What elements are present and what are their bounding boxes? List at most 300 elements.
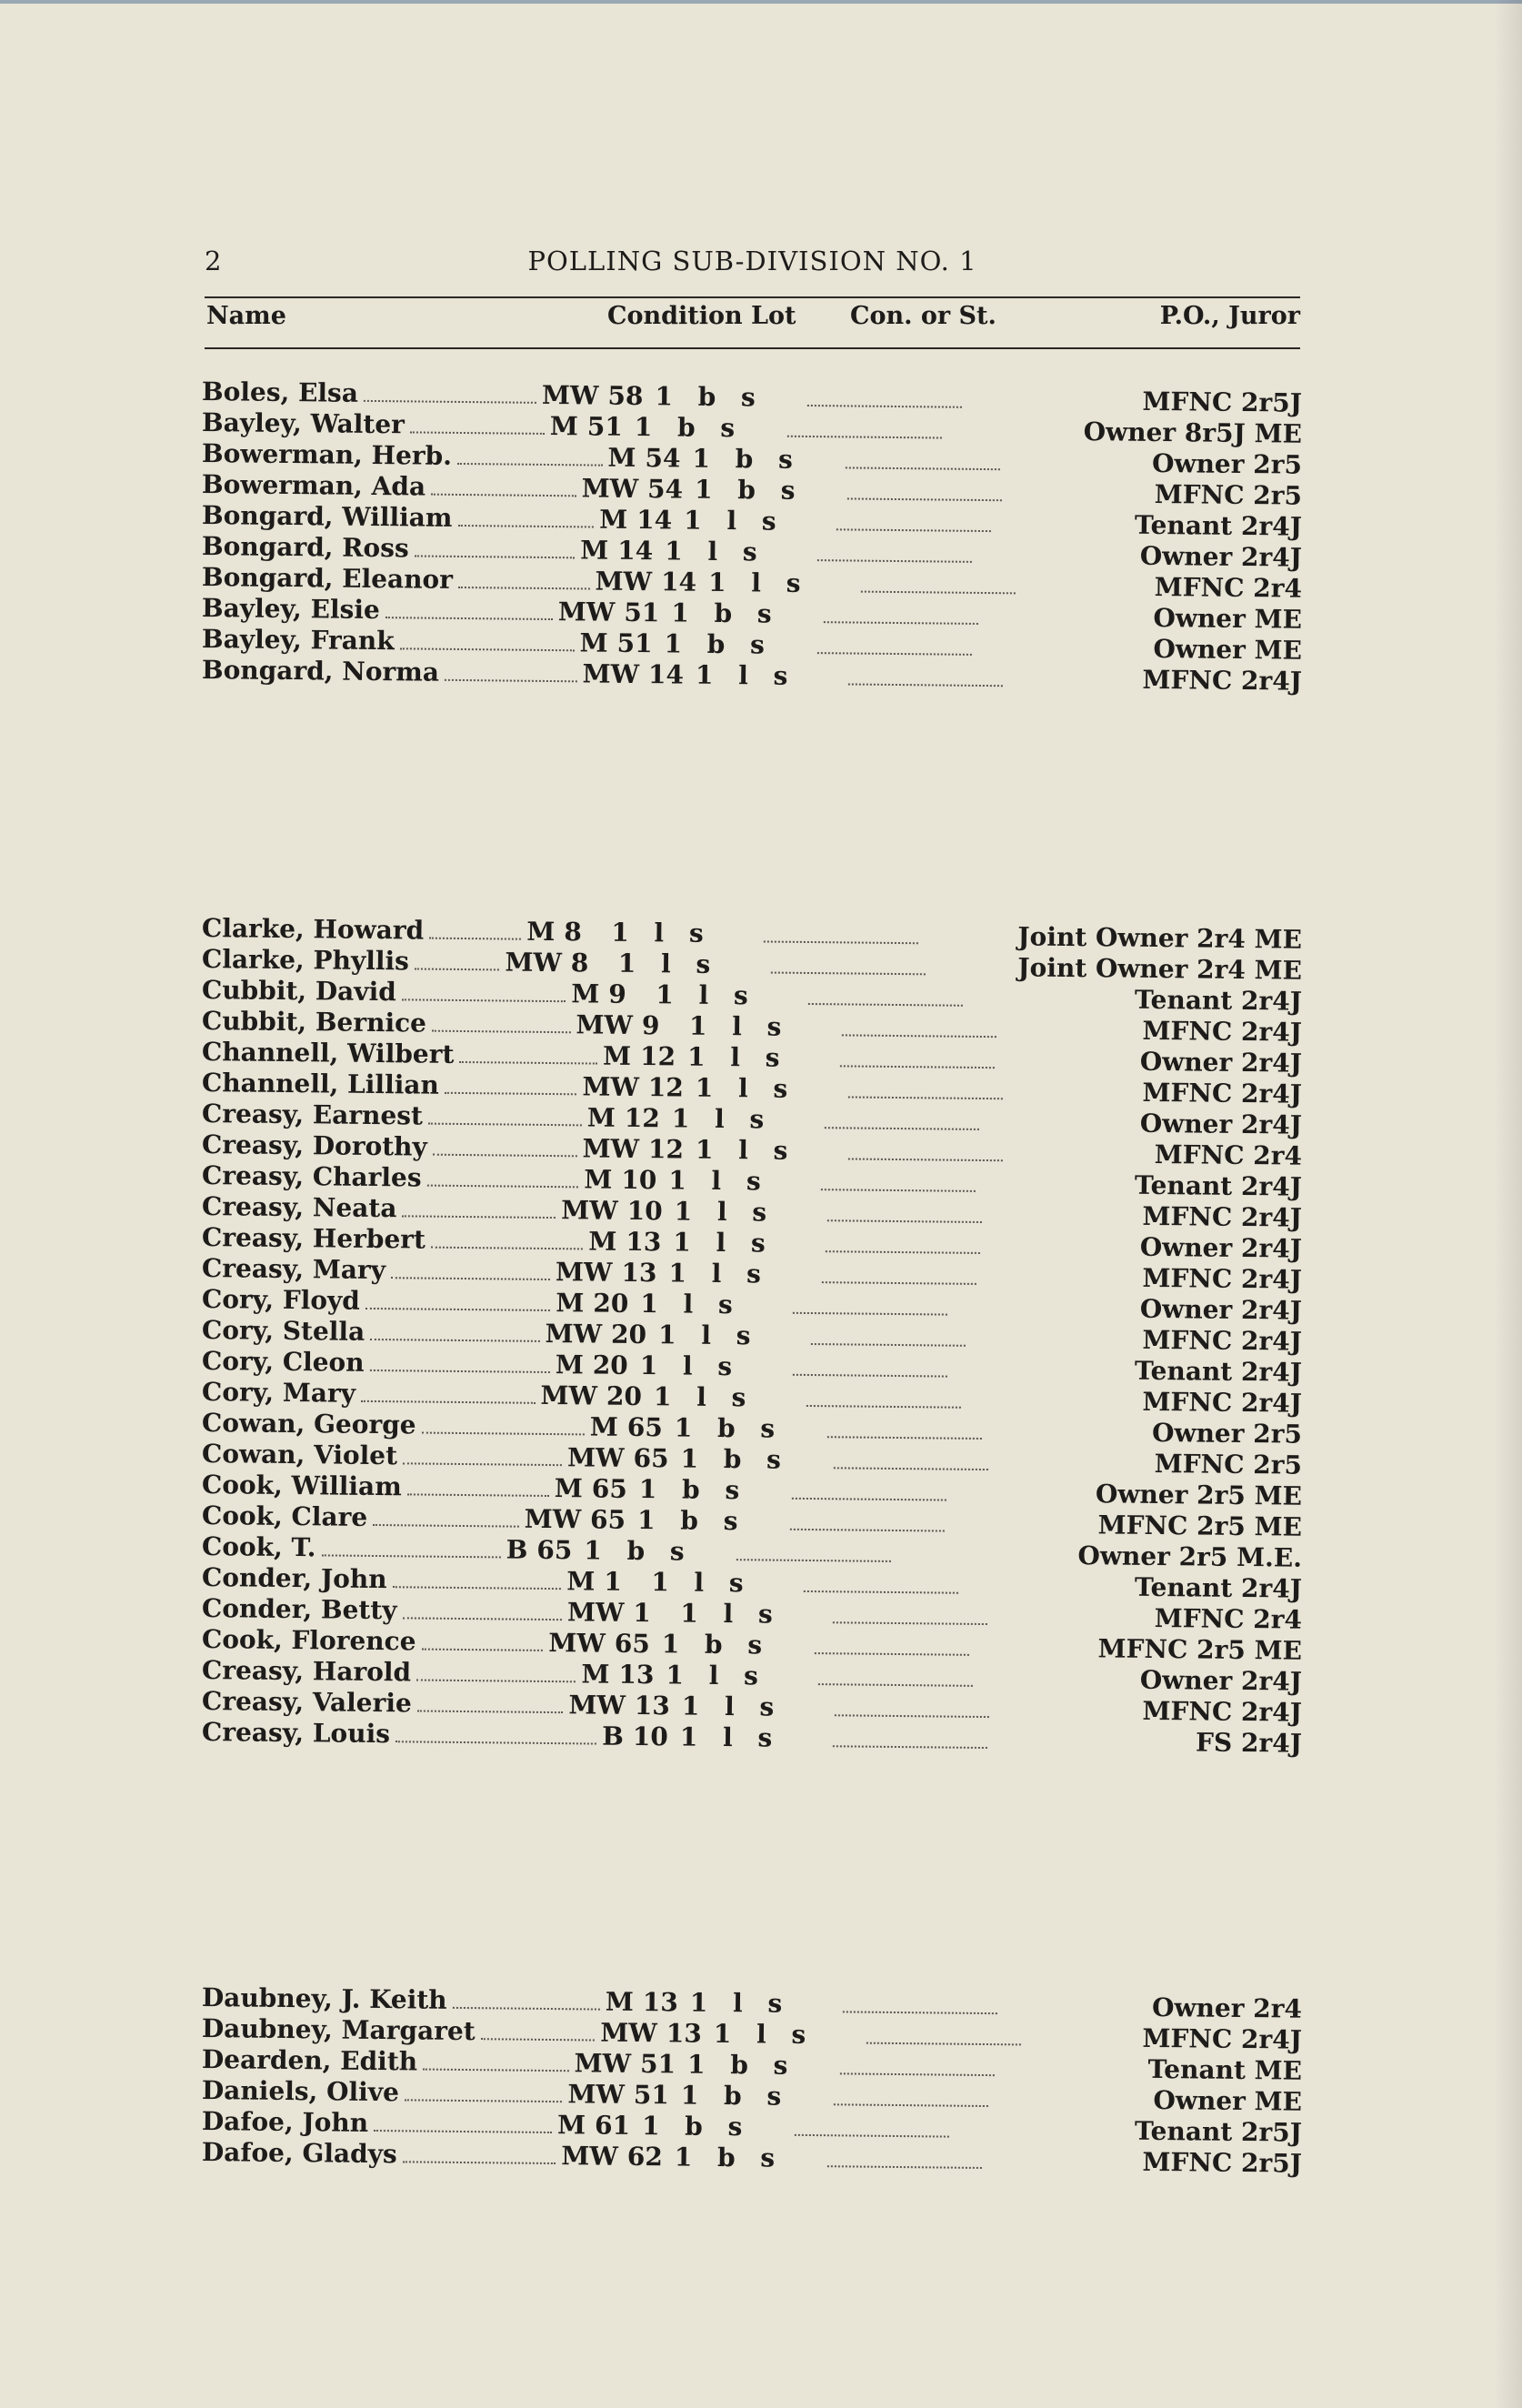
- voter-name: Bowerman, Ada: [201, 469, 426, 502]
- voter-condition: MW: [561, 1195, 618, 1226]
- voter-po-juror: Owner 2r4J: [1139, 1231, 1303, 1264]
- leader-dots: [415, 948, 500, 970]
- voter-po-juror: Owner 2r5: [1151, 1417, 1303, 1450]
- voter-lot: 20: [606, 1380, 643, 1412]
- voter-name: Boles, Elsa: [201, 376, 359, 408]
- voter-po-juror: Owner 2r4: [1151, 1992, 1303, 2024]
- voter-name: Bongard, Norma: [201, 655, 440, 687]
- voter-concession: 1 b s: [634, 411, 744, 444]
- voter-po-juror: FS 2r4J: [1195, 1727, 1303, 1759]
- voter-concession: 1 l s: [617, 948, 719, 979]
- voter-po-juror: Tenant 2r5J: [1134, 2115, 1303, 2148]
- leader-dots: [433, 1134, 577, 1158]
- voter-po-juror: MFNC 2r4J: [1142, 1262, 1303, 1295]
- voter-concession: 1 l s: [656, 979, 756, 1011]
- voter-po-juror: Owner 2r4J: [1139, 1293, 1303, 1326]
- leader-dots: [787, 416, 942, 439]
- voter-lot: 51: [624, 597, 660, 628]
- voter-po-juror: Tenant 2r4J: [1134, 1571, 1303, 1604]
- voter-condition: M: [556, 1288, 585, 1319]
- leader-dots: [764, 920, 918, 944]
- voter-name: Creasy, Charles: [201, 1160, 422, 1193]
- voter-concession: 1 l s: [657, 1319, 759, 1351]
- leader-dots: [848, 1076, 1003, 1099]
- leader-dots: [817, 539, 972, 563]
- voter-condition: MW: [600, 2017, 658, 2049]
- voter-po-juror: Tenant 2r4J: [1134, 1355, 1303, 1388]
- voter-condition: MW: [557, 597, 616, 627]
- voter-name: Conder, John: [201, 1562, 387, 1595]
- voter-name: Creasy, Dorothy: [201, 1129, 427, 1162]
- leader-dots: [815, 1632, 969, 1656]
- voter-lot: 13: [666, 2018, 702, 2049]
- voter-condition: MW: [548, 1627, 606, 1659]
- voter-condition: M: [588, 1226, 617, 1257]
- leader-dots: [795, 2114, 949, 2138]
- voter-concession: 1 b s: [671, 597, 780, 629]
- voter-condition: M: [566, 1566, 596, 1597]
- voter-name: Creasy, Louis: [201, 1717, 391, 1750]
- voter-concession: 1 l s: [653, 1381, 755, 1413]
- leader-dots: [827, 1199, 982, 1223]
- voter-condition: MW: [582, 1133, 640, 1165]
- voter-concession: 1 l s: [668, 1165, 769, 1197]
- leader-dots: [824, 601, 978, 625]
- voter-name: Daubney, J. Keith: [201, 1982, 447, 2015]
- voter-name: Cowan, George: [201, 1408, 416, 1440]
- voter-po-juror: MFNC 2r4J: [1142, 1324, 1303, 1357]
- voter-concession: 1 l s: [680, 1598, 781, 1630]
- leader-dots: [410, 411, 545, 435]
- voter-name: Bongard, Eleanor: [201, 562, 454, 595]
- voter-lot: 65: [536, 1534, 573, 1566]
- voter-concession: 1 b s: [638, 1474, 748, 1506]
- voter-concession: 1 l s: [651, 1567, 752, 1599]
- voter-po-juror: MFNC 2r5: [1154, 478, 1303, 511]
- voter-po-juror: MFNC 2r4: [1154, 1139, 1303, 1171]
- leader-dots: [834, 2083, 988, 2107]
- voter-lot: 51: [586, 411, 623, 442]
- voter-lot: 51: [633, 2079, 670, 2111]
- voter-lot: 14: [647, 659, 685, 690]
- voter-condition: MW: [566, 1597, 625, 1628]
- header-rule-top: [205, 296, 1300, 298]
- leader-dots: [400, 627, 575, 651]
- voter-name: Bongard, William: [201, 500, 453, 533]
- voter-lot: 12: [647, 1134, 685, 1165]
- voter-concession: 1 l s: [684, 505, 785, 537]
- voter-po-juror: Joint Owner 2r4 ME: [1017, 921, 1303, 955]
- voter-condition: MW: [582, 1071, 640, 1103]
- voter-po-juror: Tenant 2r4J: [1134, 984, 1303, 1017]
- leader-dots: [386, 597, 553, 620]
- leader-dots: [843, 1991, 997, 2014]
- leader-dots: [428, 1103, 582, 1127]
- voter-name: Daniels, Olive: [201, 2075, 400, 2108]
- column-header-po-juror: P.O., Juror: [1159, 302, 1300, 330]
- voter-lot: 61: [594, 2110, 631, 2141]
- voter-name: Clarke, Howard: [201, 913, 425, 946]
- column-headers: [205, 302, 1300, 338]
- voter-concession: 1 l s: [671, 1103, 773, 1135]
- voter-po-juror: MFNC 2r5 ME: [1097, 1510, 1303, 1542]
- voter-name: Creasy, Harold: [201, 1655, 412, 1688]
- leader-dots: [403, 1442, 562, 1466]
- leader-dots: [835, 1694, 989, 1718]
- voter-name: Cubbit, Bernice: [201, 1006, 427, 1038]
- voter-po-juror: Owner 2r4J: [1139, 1664, 1303, 1697]
- voter-concession: 1 b s: [680, 1443, 790, 1475]
- voter-lot: 10: [621, 1164, 657, 1196]
- voter-concession: 1 l s: [686, 1041, 788, 1073]
- voter-lot: 13: [621, 1257, 657, 1289]
- leader-dots: [373, 1504, 519, 1528]
- section-d: [201, 1982, 1303, 2179]
- voter-concession: 1 b s: [674, 1412, 784, 1444]
- voter-condition: M: [554, 1473, 584, 1504]
- leader-dots: [402, 1597, 562, 1620]
- voter-lot: 8: [564, 917, 582, 948]
- voter-concession: 1 b s: [694, 474, 804, 506]
- voter-po-juror: MFNC 2r5J: [1142, 2146, 1303, 2179]
- voter-po-juror: MFNC 2r4J: [1142, 1200, 1303, 1233]
- voter-name: Daubney, Margaret: [201, 2013, 476, 2047]
- voter-name: Creasy, Neata: [201, 1191, 397, 1224]
- page-number: 2: [205, 246, 222, 276]
- leader-dots: [396, 1721, 597, 1744]
- voter-concession: 1 l s: [713, 2018, 815, 2051]
- header-rule-bottom: [205, 347, 1300, 349]
- voter-lot: 12: [624, 1102, 661, 1134]
- voter-name: Creasy, Mary: [201, 1253, 386, 1286]
- voter-lot: 65: [591, 1473, 628, 1504]
- voter-po-juror: Owner ME: [1153, 2084, 1303, 2117]
- leader-dots: [821, 1169, 976, 1192]
- leader-dots: [364, 380, 536, 404]
- leader-dots: [792, 1478, 946, 1501]
- leader-dots: [391, 1257, 550, 1280]
- voter-concession: 1 b s: [664, 628, 774, 660]
- voter-po-juror: Owner ME: [1153, 602, 1303, 635]
- leader-dots: [421, 1629, 543, 1651]
- voter-condition: M: [584, 1164, 613, 1195]
- voter-concession: 1 l s: [695, 1072, 796, 1104]
- column-header-con-or-st: Con. or St.: [850, 302, 996, 330]
- leader-dots: [481, 2018, 596, 2041]
- voter-name: Bayley, Elsie: [201, 593, 380, 626]
- voter-lot: 8: [570, 948, 589, 978]
- voter-condition: M: [599, 504, 628, 535]
- voter-condition: M: [605, 1986, 635, 2017]
- voter-po-juror: Owner 8r5J ME: [1083, 416, 1303, 449]
- voter-po-juror: Tenant 2r4J: [1134, 509, 1303, 542]
- leader-dots: [836, 508, 991, 532]
- voter-lot: 14: [636, 505, 673, 536]
- voter-po-juror: Owner 2r4J: [1139, 1108, 1303, 1140]
- leader-dots: [431, 1227, 584, 1250]
- voter-po-juror: MFNC 2r4J: [1142, 2022, 1303, 2055]
- voter-po-juror: MFNC 2r5 ME: [1097, 1633, 1303, 1666]
- leader-dots: [405, 2079, 563, 2102]
- leader-dots: [793, 1292, 947, 1316]
- page-spine-shadow: [1495, 0, 1522, 2408]
- leader-dots: [402, 978, 566, 1002]
- voter-name: Cory, Stella: [201, 1315, 365, 1347]
- page-top-edge: [0, 0, 1522, 4]
- voter-condition: MW: [574, 2048, 632, 2079]
- voter-lot: 14: [660, 567, 697, 597]
- voter-condition: M: [607, 442, 636, 473]
- leader-dots: [416, 1659, 576, 1682]
- page-title: POLLING SUB-DIVISION NO. 1: [527, 246, 977, 276]
- leader-dots: [771, 952, 926, 976]
- voter-concession: 1 b s: [636, 1505, 746, 1537]
- voter-name: Cook, Clare: [201, 1500, 368, 1532]
- voter-concession: 1 l s: [668, 1258, 770, 1289]
- voter-lot: 9: [608, 978, 627, 1009]
- leader-dots: [445, 1072, 577, 1096]
- leader-dots: [818, 1663, 973, 1687]
- voter-po-juror: Owner 2r4J: [1139, 1046, 1303, 1079]
- leader-dots: [432, 1010, 571, 1034]
- voter-lot: 65: [614, 1628, 650, 1660]
- voter-concession: 1 b s: [686, 2049, 796, 2081]
- voter-condition: M: [526, 916, 556, 948]
- voter-name: Conder, Betty: [201, 1593, 397, 1626]
- voter-concession: 1 b s: [661, 1629, 771, 1661]
- voter-concession: 1 b s: [680, 2080, 790, 2112]
- voter-name: Channell, Lillian: [201, 1068, 439, 1100]
- voter-concession: 1 l s: [688, 1010, 790, 1042]
- voter-name: Creasy, Earnest: [201, 1099, 424, 1131]
- leader-dots: [457, 505, 594, 528]
- leader-dots: [811, 1323, 966, 1347]
- voter-condition: MW: [581, 473, 639, 505]
- voter-lot: 54: [645, 443, 681, 474]
- voter-condition: M: [556, 2110, 586, 2141]
- column-header-name: Name: [206, 302, 286, 330]
- voter-name: Bongard, Ross: [201, 531, 409, 564]
- leader-dots: [866, 2022, 1021, 2046]
- voter-condition: M: [586, 1102, 616, 1133]
- voter-lot: 65: [589, 1504, 626, 1535]
- leader-dots: [403, 2141, 556, 2164]
- leader-dots: [415, 535, 576, 558]
- voter-concession: 1 l s: [666, 1660, 767, 1691]
- leader-dots: [816, 632, 971, 656]
- voter-condition: B: [506, 1534, 528, 1565]
- voter-lot: 12: [639, 1041, 676, 1072]
- voter-po-juror: MFNC 2r4: [1154, 571, 1303, 604]
- leader-dots: [847, 477, 1002, 501]
- leader-dots: [793, 1354, 947, 1378]
- voter-condition: M: [571, 978, 600, 1009]
- voter-lot: 51: [616, 627, 653, 659]
- voter-condition: MW: [540, 1380, 598, 1411]
- page-header: [205, 246, 1300, 282]
- voter-po-juror: Owner 2r5 ME: [1095, 1479, 1303, 1511]
- voter-condition: M: [580, 535, 609, 566]
- leader-dots: [821, 1261, 976, 1285]
- voter-condition: MW: [595, 566, 653, 597]
- voter-condition: MW: [545, 1318, 603, 1349]
- voter-po-juror: MFNC 2r4: [1154, 1602, 1303, 1635]
- leader-dots: [833, 1447, 987, 1470]
- voter-po-juror: MFNC 2r4J: [1142, 1695, 1303, 1728]
- voter-concession: 1 l s: [695, 659, 796, 691]
- voter-name: Cubbit, David: [201, 975, 396, 1008]
- leader-dots: [808, 983, 963, 1007]
- voter-lot: 54: [646, 474, 684, 505]
- leader-dots: [848, 1138, 1003, 1161]
- voter-name: Cook, Florence: [201, 1624, 416, 1657]
- voter-concession: 1 l s: [674, 1196, 776, 1228]
- voter-condition: MW: [524, 1503, 582, 1535]
- leader-dots: [806, 1385, 961, 1409]
- voter-po-juror: MFNC 2r4J: [1142, 664, 1303, 697]
- voter-name: Creasy, Herbert: [201, 1222, 426, 1255]
- voter-name: Bayley, Frank: [201, 624, 395, 657]
- voter-lot: 65: [626, 1411, 663, 1443]
- voter-condition: MW: [567, 2079, 626, 2110]
- voter-po-juror: MFNC 2r4J: [1142, 1015, 1303, 1048]
- voter-lot: 10: [626, 1195, 663, 1227]
- voter-condition: MW: [566, 1442, 625, 1473]
- voter-name: Creasy, Valerie: [201, 1686, 412, 1719]
- voter-concession: 1 b s: [655, 381, 764, 413]
- voter-lot: 65: [633, 1442, 669, 1474]
- voter-name: Cook, William: [201, 1470, 402, 1502]
- leader-dots: [453, 1987, 600, 2011]
- leader-dots: [861, 571, 1016, 595]
- voter-name: Cory, Mary: [201, 1377, 356, 1409]
- voter-condition: MW: [576, 1009, 634, 1040]
- voter-lot: 51: [639, 2049, 676, 2080]
- voter-po-juror: Tenant ME: [1147, 2053, 1303, 2086]
- leader-dots: [790, 1509, 945, 1532]
- voter-condition: MW: [541, 379, 599, 411]
- voter-condition: MW: [561, 2141, 619, 2172]
- voter-concession: 1 b s: [692, 443, 802, 475]
- leader-dots: [840, 1045, 995, 1069]
- voter-name: Dafoe, John: [201, 2106, 369, 2138]
- voter-concession: 1 l s: [639, 1350, 741, 1382]
- voter-concession: 1 l s: [695, 1134, 796, 1166]
- voter-concession: 1 l s: [679, 1721, 781, 1753]
- voter-name: Channell, Wilbert: [201, 1037, 455, 1069]
- leader-dots: [321, 1534, 500, 1558]
- leader-dots: [804, 1570, 958, 1594]
- leader-dots: [457, 443, 603, 467]
- voter-condition: MW: [505, 947, 563, 978]
- leader-dots: [369, 1349, 549, 1373]
- voter-concession: 1 l s: [689, 1987, 791, 2019]
- voter-concession: 1 l s: [707, 567, 809, 598]
- leader-dots: [407, 1473, 549, 1497]
- voter-name: Cory, Floyd: [201, 1284, 361, 1316]
- voter-lot: 1: [633, 1597, 652, 1629]
- voter-condition: M: [602, 1040, 632, 1071]
- voter-concession: 1 l s: [640, 1289, 741, 1320]
- leader-dots: [431, 474, 576, 497]
- voter-concession: 1 l s: [673, 1227, 774, 1259]
- voter-condition: M: [555, 1349, 584, 1380]
- voter-po-juror: Owner 2r4J: [1139, 540, 1303, 573]
- leader-dots: [402, 1195, 556, 1219]
- voter-po-juror: Owner ME: [1153, 633, 1303, 666]
- voter-concession: 1 l s: [611, 917, 712, 948]
- leader-dots: [825, 1107, 979, 1130]
- voter-lot: 14: [617, 535, 654, 567]
- voter-concession: 1 l s: [665, 536, 766, 567]
- leader-dots: [827, 1416, 982, 1440]
- voter-condition: B: [602, 1721, 625, 1751]
- leader-dots: [445, 659, 577, 683]
- voter-name: Bowerman, Herb.: [201, 438, 453, 471]
- voter-lot: 20: [610, 1319, 647, 1350]
- voter-po-juror: MFNC 2r5J: [1142, 386, 1303, 418]
- voter-name: Dearden, Edith: [201, 2044, 418, 2077]
- voter-condition: M: [579, 627, 608, 658]
- voter-lot: 13: [634, 1690, 671, 1721]
- voter-lot: 13: [626, 1226, 662, 1258]
- column-header-condition-lot: Condition Lot: [607, 302, 796, 330]
- leader-dots: [840, 2052, 995, 2076]
- voter-concession: 1 l s: [681, 1691, 783, 1722]
- voter-lot: 9: [641, 1010, 660, 1041]
- voter-condition: M: [589, 1411, 619, 1442]
- leader-dots: [370, 1319, 540, 1342]
- leader-dots: [848, 663, 1003, 687]
- voter-po-juror: MFNC 2r4J: [1142, 1077, 1303, 1109]
- leader-dots: [807, 385, 962, 408]
- leader-dots: [459, 1041, 597, 1065]
- voter-po-juror: Joint Owner 2r4 ME: [1017, 952, 1303, 986]
- voter-lot: 13: [642, 1987, 679, 2018]
- voter-name: Cory, Cleon: [201, 1346, 365, 1378]
- voter-condition: M: [549, 411, 578, 442]
- voter-concession: 1 b s: [674, 2142, 784, 2173]
- voter-po-juror: Tenant 2r4J: [1134, 1169, 1303, 1202]
- voter-lot: 1: [604, 1566, 622, 1597]
- leader-dots: [361, 1380, 536, 1404]
- voter-concession: 1 b s: [641, 2111, 751, 2142]
- leader-dots: [422, 1412, 585, 1436]
- voter-condition: M: [581, 1659, 610, 1690]
- voter-name: Cook, T.: [201, 1531, 316, 1563]
- leader-dots: [833, 1725, 987, 1749]
- leader-dots: [374, 2110, 552, 2133]
- leader-dots: [365, 1288, 551, 1311]
- leader-dots: [423, 2049, 569, 2072]
- voter-name: Dafoe, Gladys: [201, 2137, 397, 2170]
- leader-dots: [417, 1690, 564, 1713]
- voter-lot: 62: [626, 2141, 663, 2172]
- voter-po-juror: MFNC 2r5: [1154, 1448, 1303, 1480]
- section-c: [201, 913, 1303, 1759]
- voter-lot: 12: [647, 1072, 685, 1103]
- voter-lot: 58: [607, 380, 644, 412]
- voter-name: Clarke, Phyllis: [201, 944, 410, 977]
- leader-dots: [458, 567, 590, 590]
- leader-dots: [827, 2145, 982, 2169]
- voter-condition: MW: [582, 658, 640, 690]
- leader-dots: [845, 446, 999, 470]
- leader-dots: [826, 1230, 980, 1254]
- leader-dots: [392, 1566, 561, 1590]
- voter-name: Bayley, Walter: [201, 407, 406, 440]
- leader-dots: [736, 1539, 891, 1562]
